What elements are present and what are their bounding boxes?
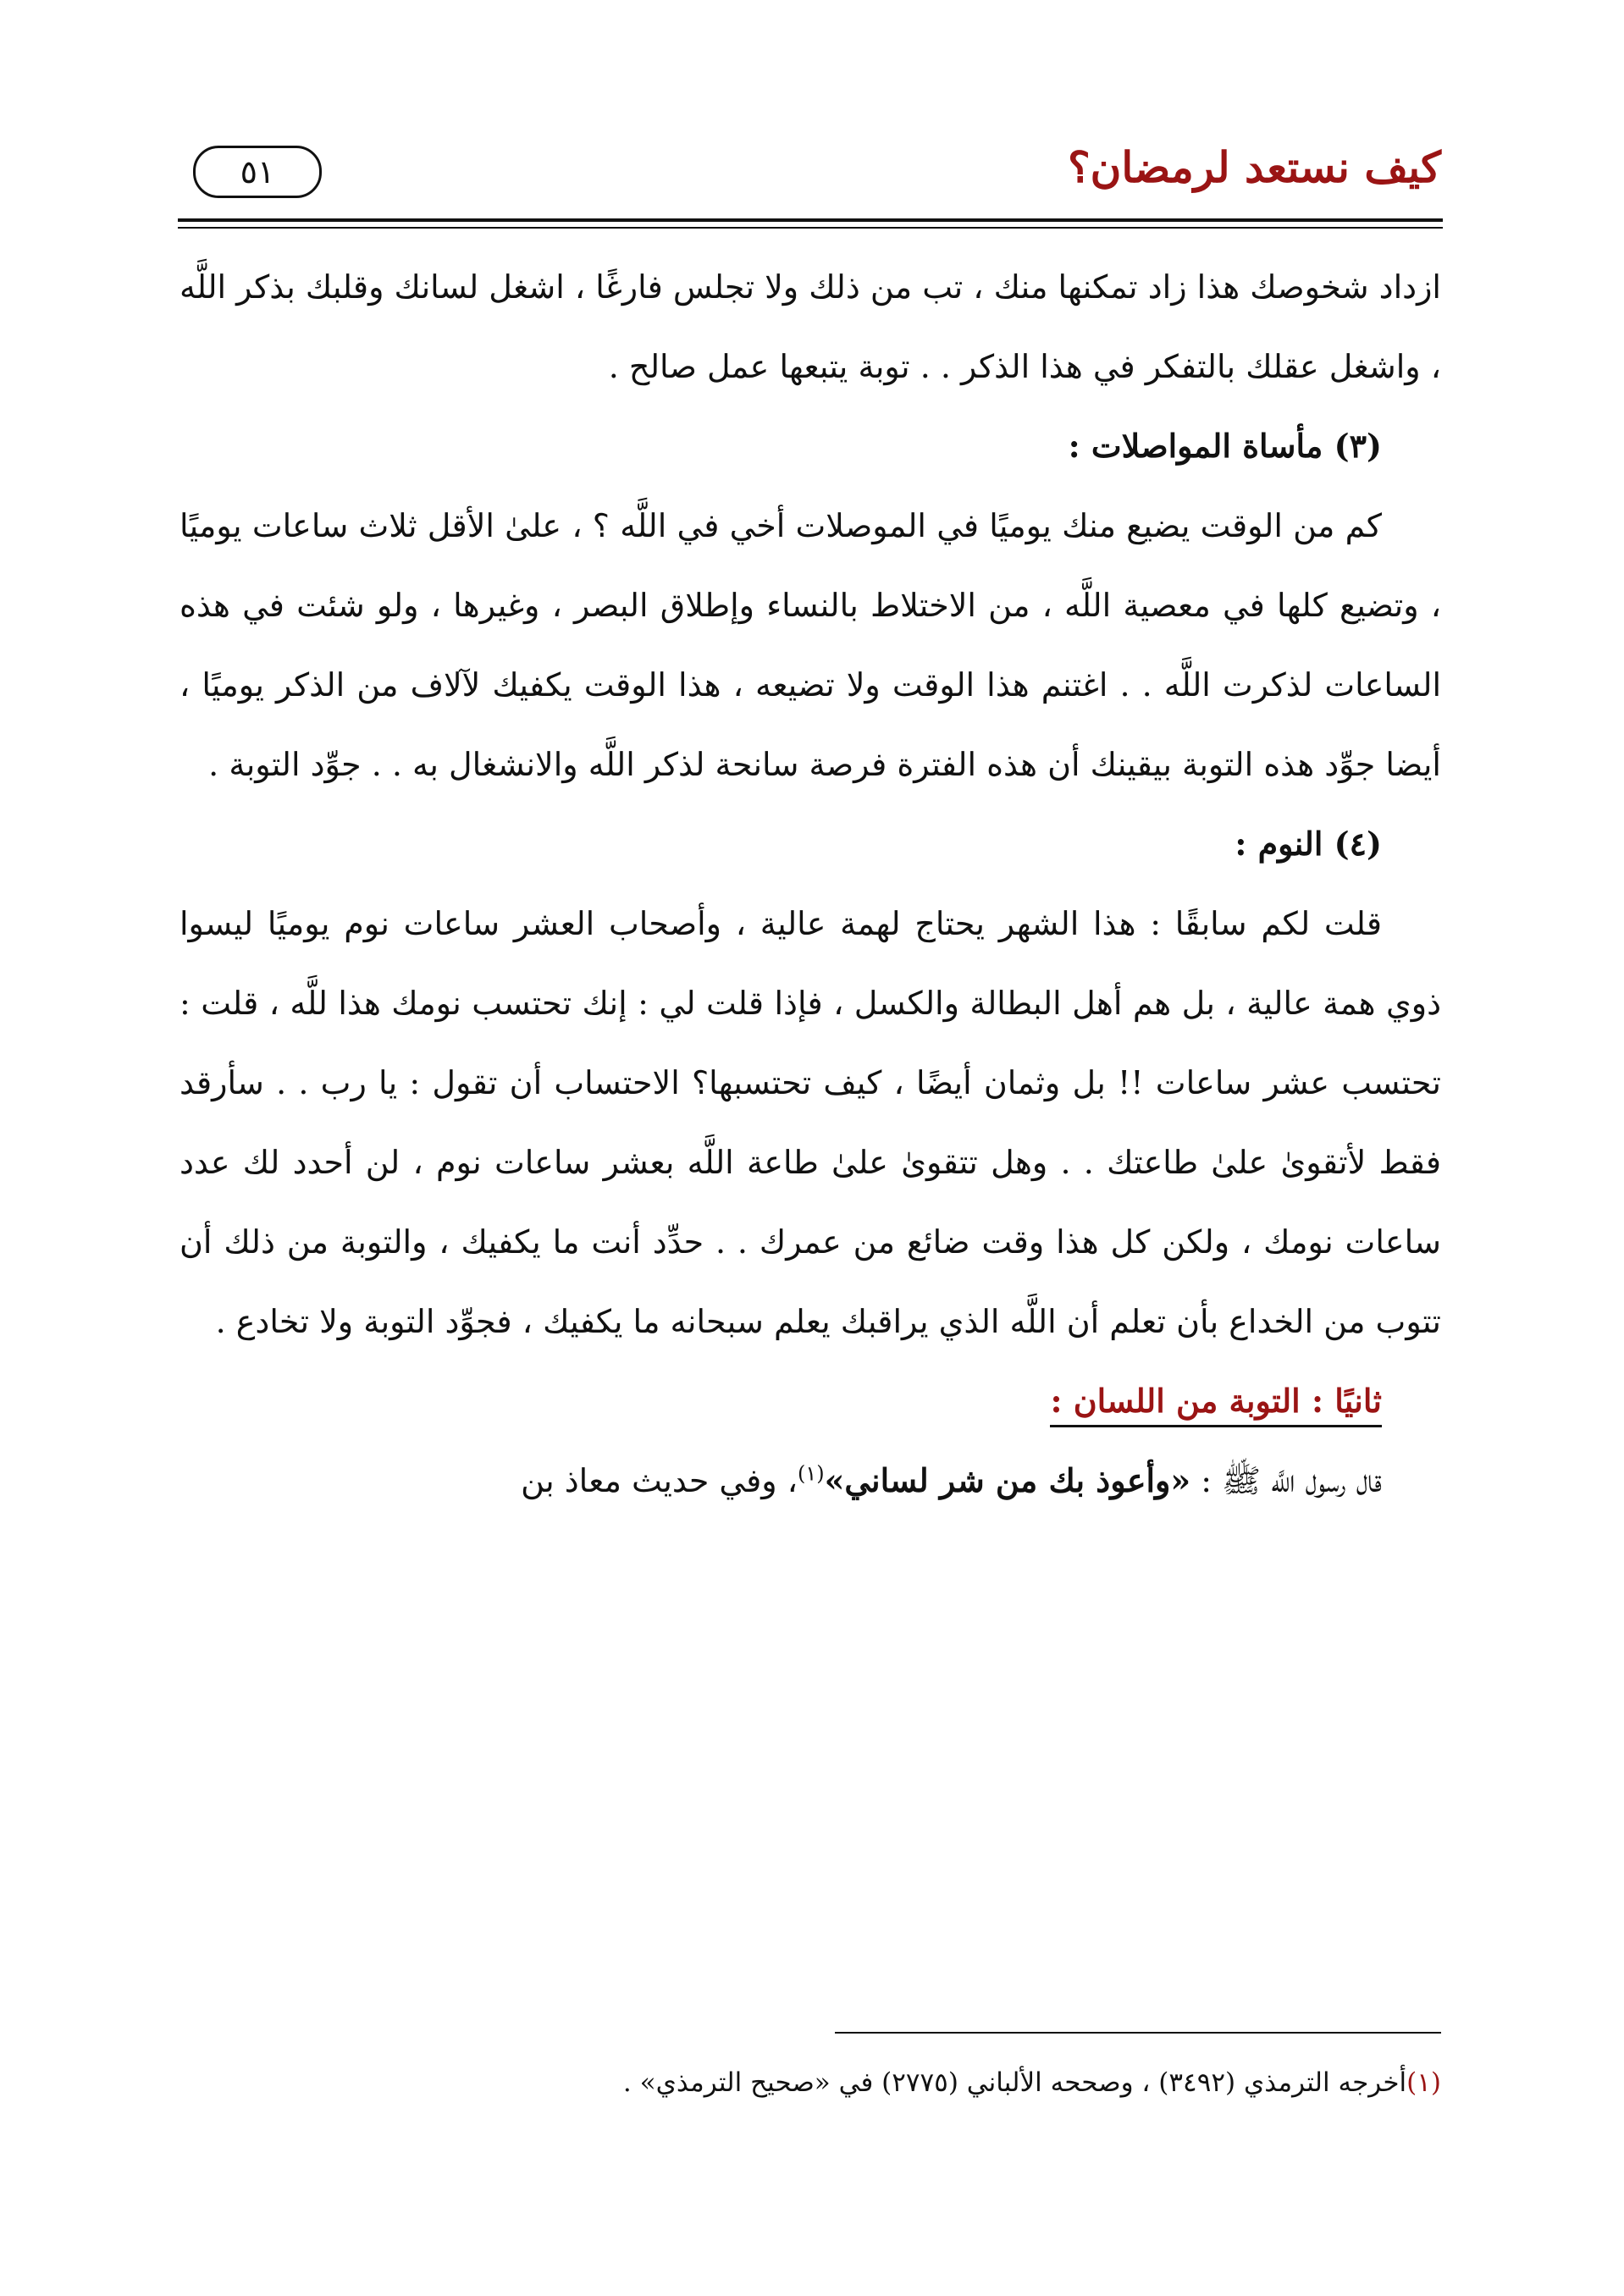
- header-rule-thick: [178, 218, 1443, 222]
- hadith-quote: «وأعوذ بك من شر لساني»: [824, 1461, 1191, 1499]
- header-rule-thin: [178, 227, 1443, 229]
- subheading-sleep: (٤) النوم :: [1235, 825, 1382, 863]
- paragraph-continuation: ازداد شخوصك هذا زاد تمكنها منك ، تب من ذلك ولا تجلس فارغًا ، اشغل لسانك وقلبك بذكر اللَّه ، واشغل عقلك بالتفكر في هذا الذكر . . توبة يتبعها عمل صالح .: [180, 268, 1441, 385]
- paragraph-hadith: [180, 1441, 1441, 1521]
- footnote-text: أخرجه الترمذي (٣٤٩٢) ، وصححه الألباني (٢٧٧٥) في «صحيح الترمذي» .: [622, 2067, 1407, 2098]
- body-text: [180, 247, 1441, 1521]
- hadith-continuation: ، وفي حديث معاذ بن: [521, 1462, 798, 1499]
- footnote-reference[interactable]: (١): [797, 1461, 825, 1486]
- footnote: [180, 2064, 1441, 2101]
- running-head-title: كيف نستعد لرمضان؟: [1068, 142, 1441, 192]
- subheading-transport: (٣) مأساة المواصلات :: [1068, 427, 1382, 465]
- section-heading-text: ثانيًا : التوبة من اللسان :: [1050, 1382, 1382, 1427]
- footnote-number: (١): [1406, 2067, 1441, 2098]
- paragraph-transport: كم من الوقت يضيع منك يوميًا في الموصلات أخي في اللَّه ؟ ، علىٰ الأقل ثلاث ساعات يوميًا ، وتضيع كلها في معصية اللَّه ، من الاختلاط بالنساء وإطلاق البصر ، وغيرها ، ولو شئت في هذه الساعات لذكرت اللَّه . . اغتنم هذا الوقت ولا تضيعه ، هذا الوقت يكفيك لآلاف من الذكر يوميًا ، أيضا جوِّد هذه التوبة بيقينك أن هذه الفترة فرصة سانحة لذكر اللَّه والانشغال به . . جوِّد التوبة .: [180, 507, 1441, 783]
- hadith-intro: قال رسول اللَّه ﷺ :: [1190, 1462, 1382, 1499]
- page-number-badge: ٥١: [193, 146, 322, 198]
- paragraph-sleep: قلت لكم سابقًا : هذا الشهر يحتاج لهمة عالية ، وأصحاب العشر ساعات نوم يوميًا ليسوا ذوي همة عالية ، بل هم أهل البطالة والكسل ، فإذا قلت لي : إنك تحتسب نومك هذا للَّه ، قلت : تحتسب عشر ساعات !! بل وثمان أيضًا ، كيف تحتسبها؟ الاحتساب أن تقول : يا رب . . سأرقد فقط لأتقوىٰ علىٰ طاعتك . . وهل تتقوىٰ علىٰ طاعة اللَّه بعشر ساعات نوم ، لن أحدد لك عدد ساعات نومك ، ولكن كل هذا وقت ضائع من عمرك . . حدِّد أنت ما يكفيك ، والتوبة من ذلك أن تتوب من الخداع بأن تعلم أن اللَّه الذي يراقبك يعلم سبحانه ما يكفيك ، فجوِّد التوبة ولا تخادع .: [180, 905, 1441, 1340]
- footnote-rule: [835, 2032, 1441, 2034]
- section-heading-tongue: [180, 1361, 1441, 1441]
